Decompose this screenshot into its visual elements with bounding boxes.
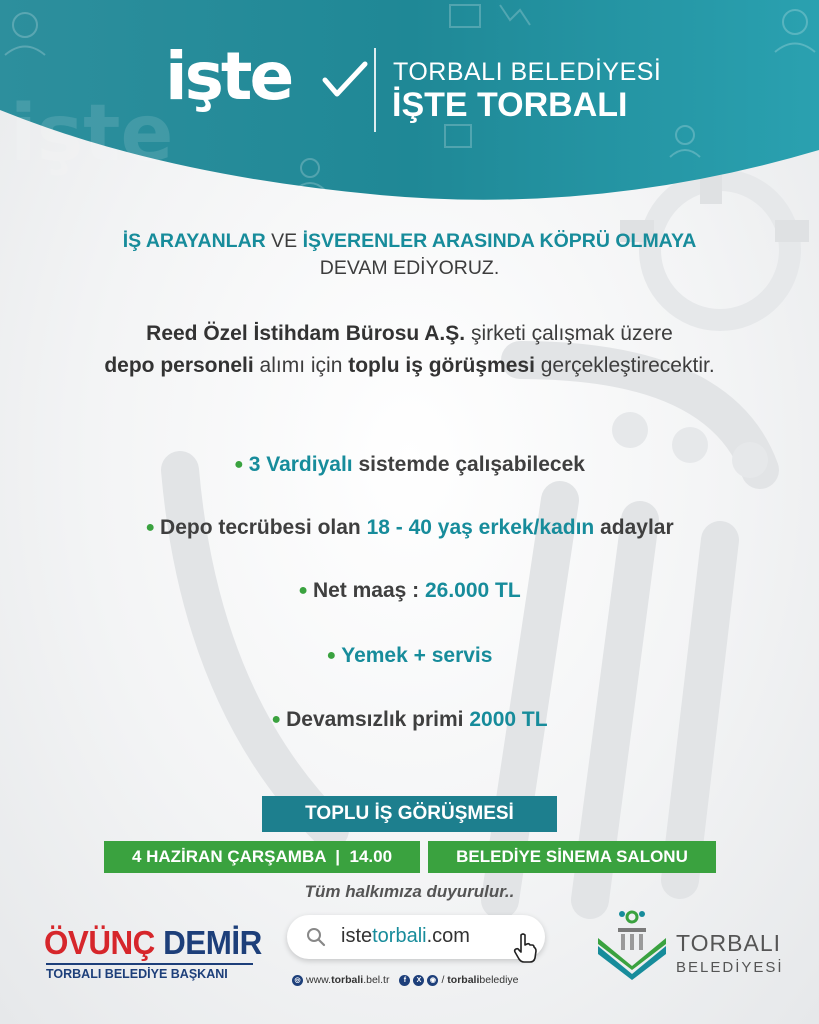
bullet-icon: ● [298,582,308,599]
bullet-icon: ● [145,519,156,536]
web-prefix: www. [306,974,332,986]
org-name: TORBALI BELEDİYESİ [393,58,662,86]
slogan-employers: İŞVERENLER ARASINDA KÖPRÜ OLMAYA [302,230,697,252]
event-date-badge: 4 HAZİRAN ÇARŞAMBA | 14.00 [104,841,420,873]
iste-logo: işte [165,38,292,115]
interview-type: toplu iş görüşmesi [348,354,535,377]
svg-text:işte: işte [10,89,174,179]
web-highlight: torbali [331,974,364,986]
bullet-text: Devamsızlık primi [286,708,470,731]
handle-prefix: / [441,974,448,986]
website-search-box[interactable] [287,915,545,959]
bullet-text: Net maaş : [312,579,425,602]
list-item [0,516,819,540]
check-icon [322,60,368,100]
slogan-job-seekers: İŞ ARAYANLAR [122,230,266,252]
list-item [0,708,819,732]
list-item [0,579,819,603]
announcement: Tüm halkımıza duyurulur.. [304,882,515,901]
municipality-logo-icon [596,908,668,980]
intro-text1: şirketi çalışmak üzere [465,322,673,345]
x-twitter-icon[interactable]: X [413,975,424,986]
bullet-icon: ● [326,647,337,664]
mayor-title: TORBALI BELEDİYE BAŞKANI [46,963,253,981]
intro-text3: gerçekleştirecektir. [534,354,715,377]
program-name: İŞTE TORBALI [392,86,628,124]
list-item [0,453,819,477]
position-name: depo personeli [104,354,254,377]
bullet-highlight: 26.000 TL [424,579,521,602]
handle-highlight: torbali [447,974,480,986]
list-item [0,644,819,668]
intro-text [0,318,819,382]
hand-cursor-icon [513,933,537,963]
globe-icon: ◎ [292,975,303,986]
event-place-badge: BELEDİYE SİNEMA SALONU [428,841,716,873]
mayor-name [44,924,262,962]
bullet-icon: ● [234,456,244,473]
slogan-and: VE [265,230,303,252]
handle-suffix: belediye [479,974,519,986]
mayor-first-name: ÖVÜNÇ [44,924,155,961]
event-title-badge: TOPLU İŞ GÖRÜŞMESİ [262,796,557,832]
website-prefix: iste [341,925,373,947]
bullet-text: adaylar [594,516,674,539]
web-suffix: .bel.tr [363,974,390,986]
search-icon [306,927,326,947]
bullet-highlight: 18 - 40 yaş erkek/kadın [366,516,595,539]
mayor-last-name: DEMİR [163,924,262,961]
company-name: Reed Özel İstihdam Bürosu A.Ş. [146,322,466,345]
slogan-line2: DEVAM EDİYORUZ. [319,257,500,279]
bullet-text: sistemde çalışabilecek [352,453,585,476]
bullet-icon: ● [271,711,282,728]
bullet-highlight: 3 Vardiyalı [248,453,353,476]
bullet-text: Depo tecrübesi olan [160,516,367,539]
instagram-icon[interactable]: ◉ [427,975,438,986]
municipality-subtitle: BELEDİYESİ [676,959,784,976]
bullet-highlight: Yemek + servis [341,644,493,667]
header [0,0,819,200]
website-highlight: torbali [372,925,427,947]
website-suffix: .com [426,925,470,947]
intro-text2: alımı için [253,354,349,377]
bullet-highlight: 2000 TL [469,708,548,731]
header-divider [374,48,376,132]
website-link[interactable] [341,925,470,948]
slogan [0,228,819,282]
municipality-name: TORBALI [676,930,781,956]
facebook-icon[interactable]: f [399,975,410,986]
social-links [292,974,519,986]
